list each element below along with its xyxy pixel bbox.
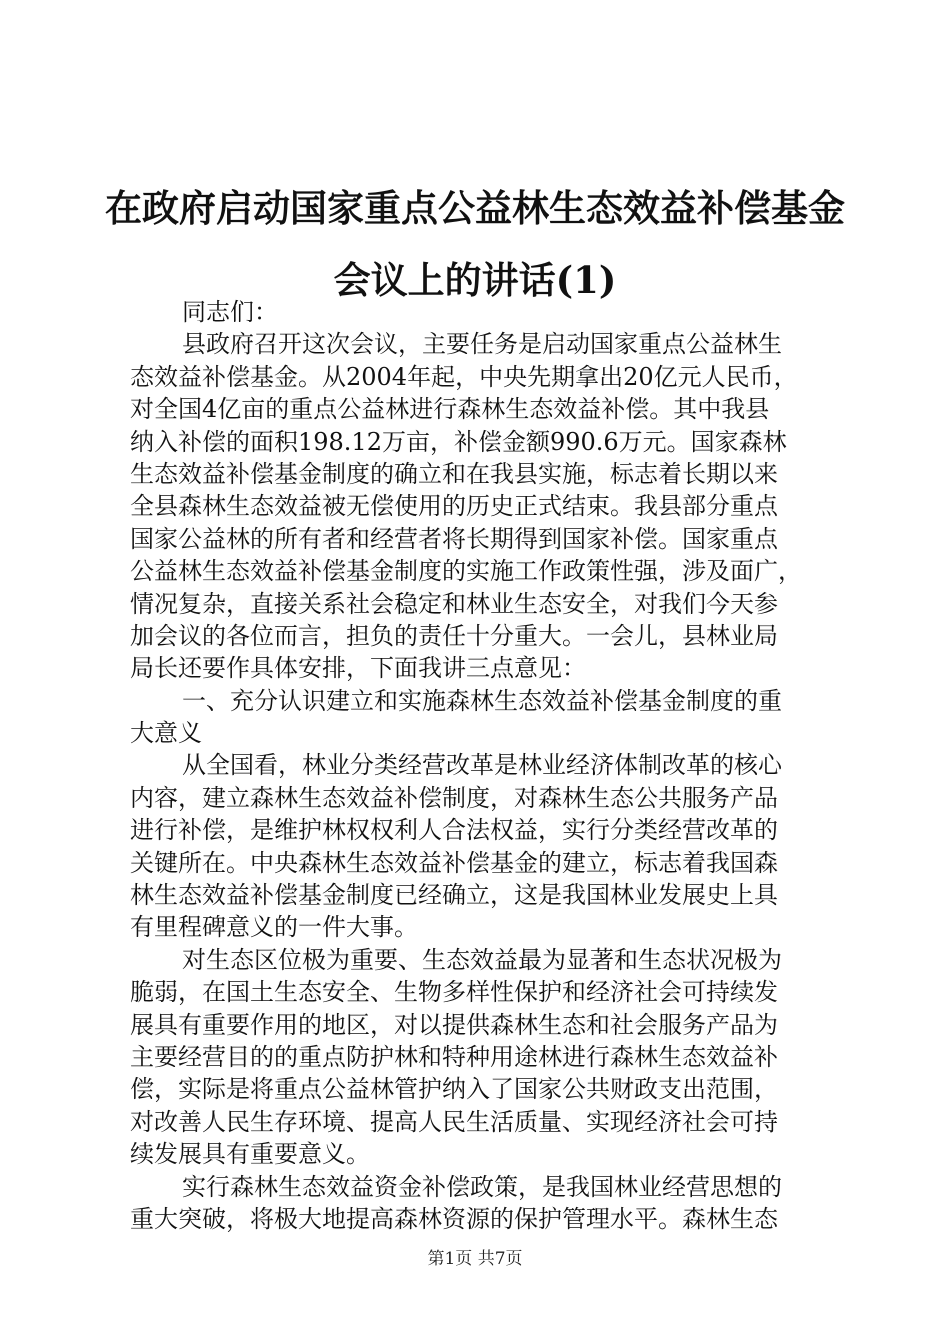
text-line: 续发展具有重要意义。 — [130, 1140, 370, 1169]
document-title — [100, 172, 850, 316]
text-line: 有里程碑意义的一件大事。 — [130, 913, 418, 942]
text-line: 对全国4亿亩的重点公益林进行森林生态效益补偿。其中我县 — [130, 395, 770, 424]
text-line: 实行森林生态效益资金补偿政策，是我国林业经营思想的 — [182, 1172, 782, 1201]
text-line: 内容，建立森林生态效益补偿制度，对森林生态公共服务产品 — [130, 783, 778, 812]
text-line: 大意义 — [130, 719, 202, 748]
text-line: 关键所在。中央森林生态效益补偿基金的建立，标志着我国森 — [130, 848, 778, 877]
text-line: 纳入补偿的面积198.12万亩，补偿金额990.6万元。国家森林 — [130, 427, 787, 456]
text-line: 从全国看，林业分类经营改革是林业经济体制改革的核心 — [182, 751, 782, 780]
text-line: 情况复杂，直接关系社会稳定和林业生态安全，对我们今天参 — [130, 589, 778, 618]
text-line: 林生态效益补偿基金制度已经确立，这是我国林业发展史上具 — [130, 881, 778, 910]
text-line: 脆弱，在国土生态安全、生物多样性保护和经济社会可持续发 — [130, 978, 778, 1007]
text-line: 同志们： — [182, 298, 278, 326]
text-line: 展具有重要作用的地区，对以提供森林生态和社会服务产品为 — [130, 1010, 778, 1039]
document-body — [130, 296, 826, 1235]
text-line: 县政府召开这次会议，主要任务是启动国家重点公益林生 — [182, 330, 782, 359]
text-line: 偿，实际是将重点公益林管护纳入了国家公共财政支出范围， — [130, 1075, 778, 1104]
page-footer: 第1页 共7页 — [427, 1249, 523, 1269]
text-line: 对改善人民生存环境、提高人民生活质量、实现经济社会可持 — [130, 1107, 778, 1136]
text-line: 全县森林生态效益被无偿使用的历史正式结束。我县部分重点 — [130, 492, 778, 521]
text-line: 一、充分认识建立和实施森林生态效益补偿基金制度的重 — [182, 686, 782, 715]
text-line: 加会议的各位而言，担负的责任十分重大。一会儿，县林业局 — [130, 621, 778, 650]
text-line: 态效益补偿基金。从2004年起，中央先期拿出20亿元人民币， — [130, 362, 798, 391]
title-line-2: 会议上的讲话(1) — [333, 258, 617, 302]
text-line: 重大突破，将极大地提高森林资源的保护管理水平。森林生态 — [130, 1204, 778, 1233]
text-line: 进行补偿，是维护林权权利人合法权益，实行分类经营改革的 — [130, 816, 778, 845]
text-line: 国家公益林的所有者和经营者将长期得到国家补偿。国家重点 — [130, 524, 778, 553]
text-line: 局长还要作具体安排，下面我讲三点意见： — [130, 654, 586, 683]
text-line: 生态效益补偿基金制度的确立和在我县实施，标志着长期以来 — [130, 459, 778, 488]
title-line-1: 在政府启动国家重点公益林生态效益补偿基金 — [105, 186, 845, 230]
text-line: 公益林生态效益补偿基金制度的实施工作政策性强，涉及面广， — [130, 557, 802, 586]
text-line: 对生态区位极为重要、生态效益最为显著和生态状况极为 — [182, 945, 782, 974]
text-line: 主要经营目的的重点防护林和特种用途林进行森林生态效益补 — [130, 1042, 778, 1071]
